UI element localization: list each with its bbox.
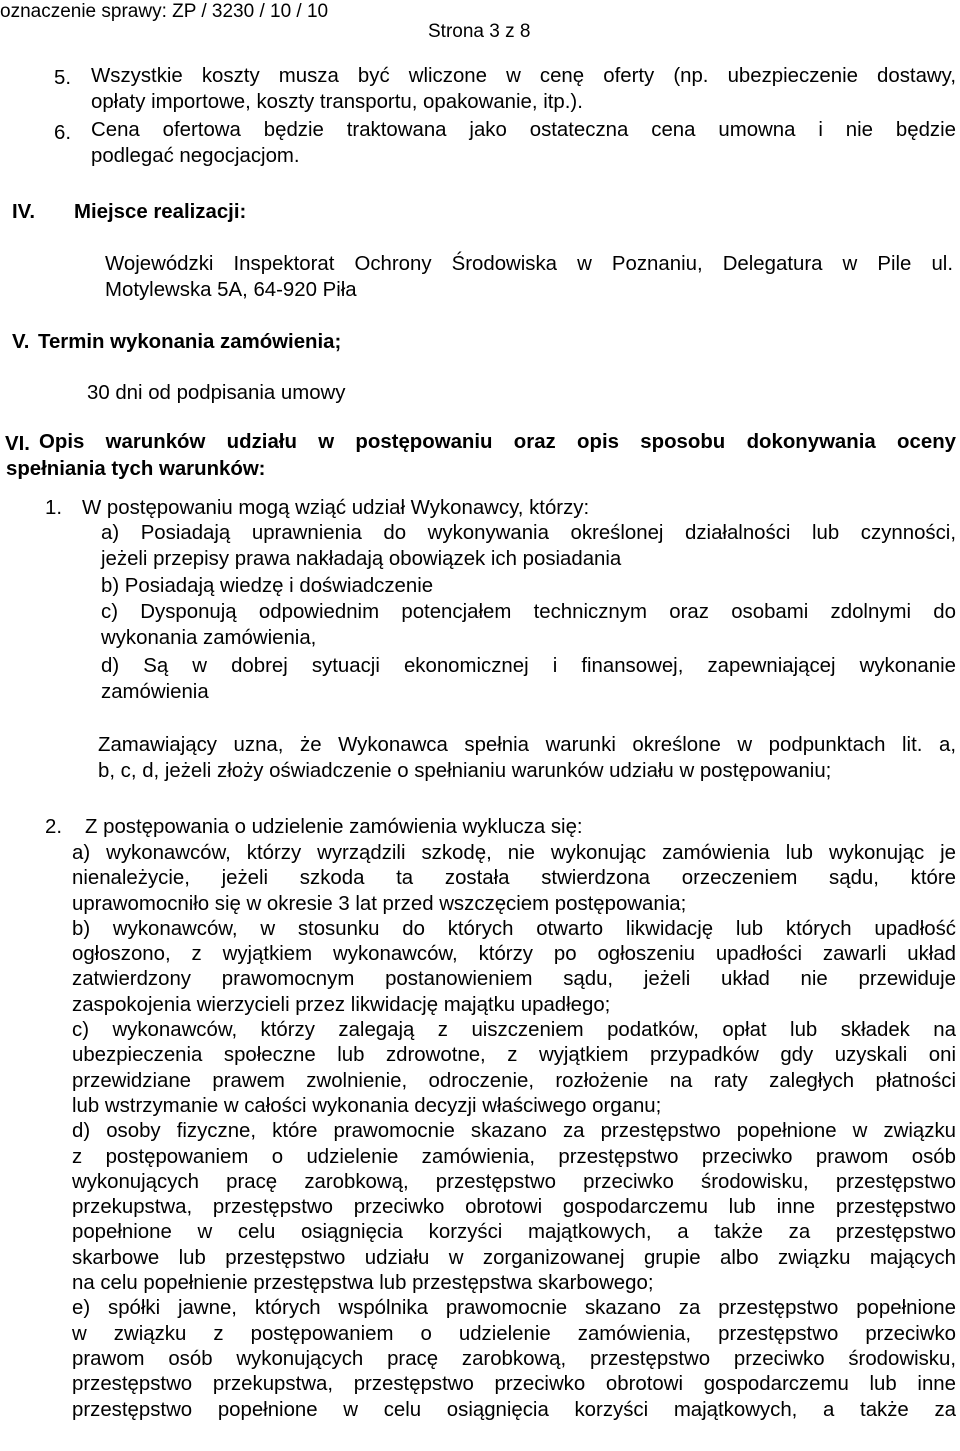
list-item-line: opłaty importowe, koszty transportu, opakowanie, itp.). <box>91 90 583 113</box>
text-line: jeżeli przepisy prawa nakładają obowiązek ich posiadania <box>101 547 622 570</box>
list-item-5 <box>91 64 956 115</box>
text-line: Zamawiający uzna, że Wykonawca spełnia warunki określone w podpunktach lit. a, <box>98 734 956 756</box>
exclusion-line: d) osoby fizyczne, które prawomocnie skazano za przestępstwo popełnione w związku <box>72 1120 956 1143</box>
text-line: a) Posiadają uprawnienia do wykonywania określonej działalności lub czynności, <box>101 522 956 544</box>
section-body: 30 dni od podpisania umowy <box>87 382 346 404</box>
exclusion-line: b) wykonawców, w stosunku do których otwarto likwidację lub których upadłość <box>72 917 956 940</box>
exclusion-line: przestępstwo popełnione w celu osiągnięcia korzyści majątkowych, a także za <box>72 1398 956 1421</box>
exclusion-list <box>72 841 956 1423</box>
exclusion-line: zaspokojenia wierzycieli przez likwidację majątku upadłego; <box>72 993 611 1016</box>
exclusion-line: lub wstrzymanie w całości wykonania decyzji właściwego organu; <box>72 1094 662 1117</box>
exclusion-line: ogłoszono, z wyjątkiem wykonawców, którzy po ogłoszeniu upadłości zawarli układ <box>72 943 956 966</box>
paragraph-number: 1. <box>45 497 63 519</box>
exclusion-line: prawom osób wykonujących pracę zarobkową, przestępstwo przeciwko środowisku, <box>72 1347 956 1370</box>
list-item-line: Cena ofertowa będzie traktowana jako ostateczna cena umowna i nie będzie <box>91 119 956 141</box>
conditions-summary <box>98 733 956 784</box>
text-line: c) Dysponują odpowiednim potencjałem technicznym oraz osobami zdolnymi do <box>101 601 956 623</box>
condition-b: b) Posiadają wiedzę i doświadczenie <box>101 575 434 597</box>
heading-line: Opis warunków udziału w postępowaniu oraz opis sposobu dokonywania oceny <box>39 431 956 453</box>
list-item-line: podlegać negocjacjom. <box>91 144 300 167</box>
case-reference: oznaczenie sprawy: ZP / 3230 / 10 / 10 <box>0 1 329 22</box>
condition-d <box>101 654 956 705</box>
exclusion-line: z postępowaniem o udzielenie zamówienia, przestępstwo przeciwko prawom osób <box>72 1145 956 1168</box>
page-number: Strona 3 z 8 <box>428 21 531 42</box>
exclusion-line: e) spółki jawne, których wspólnika prawomocnie skazano za przestępstwo popełnione <box>72 1297 956 1320</box>
section-number: VI. <box>5 433 30 455</box>
section-body <box>105 252 953 303</box>
condition-a <box>101 521 956 572</box>
exclusion-line: w związku z postępowaniem o udzielenie zamówienia, przestępstwo przeciwko <box>72 1322 956 1345</box>
paragraph-number: 2. <box>45 816 63 838</box>
section-heading: Miejsce realizacji: <box>74 201 247 223</box>
exclusion-line: skarbowe lub przestępstwo udziału w zorganizowanej grupie albo związku mających <box>72 1246 956 1269</box>
text-line: Wojewódzki Inspektorat Ochrony Środowiska w Poznaniu, Delegatura w Pile ul. <box>105 253 953 275</box>
paragraph-intro: Z postępowania o udzielenie zamówienia wyklucza się: <box>85 816 583 838</box>
exclusion-line: przestępstwo przekupstwa, przestępstwo przeciwko obrotowi gospodarczemu lub inne <box>72 1373 956 1396</box>
condition-c <box>101 600 956 651</box>
list-item-line: Wszystkie koszty musza być wliczone w cenę oferty (np. ubezpieczenie dostawy, <box>91 65 956 87</box>
exclusion-line: popełnione w celu osiągnięcia korzyści majątkowych, a także za przestępstwo <box>72 1221 956 1244</box>
text-line: d) Są w dobrej sytuacji ekonomicznej i finansowej, zapewniającej wykonanie <box>101 655 956 677</box>
text-line: b, c, d, jeżeli złoży oświadczenie o spełnianiu warunków udziału w postępowaniu; <box>98 759 832 782</box>
exclusion-line: ubezpieczenia społeczne lub zdrowotne, z wyjątkiem przypadków gdy uzyskali oni <box>72 1044 956 1067</box>
list-item-number: 5. <box>54 67 72 89</box>
paragraph-intro: W postępowaniu mogą wziąć udział Wykonawcy, którzy: <box>82 497 590 519</box>
exclusion-line: przewidziane prawem zwolnienie, odroczenie, rozłożenie na raty zaległych płatności <box>72 1069 956 1092</box>
section-heading <box>39 430 956 456</box>
exclusion-line: a) wykonawców, którzy wyrządzili szkodę, nie wykonując zamówienia lub wykonując je <box>72 842 956 864</box>
exclusion-line: na celu popełnienie przestępstwa lub przestępstwa skarbowego; <box>72 1272 654 1295</box>
text-line: zamówienia <box>101 680 209 703</box>
list-item-number: 6. <box>54 122 72 144</box>
exclusion-line: c) wykonawców, którzy zalegają z uiszczeniem podatków, opłat lub składek na <box>72 1019 956 1042</box>
exclusion-line: wykonujących pracę zarobkową, przestępstwo przeciwko środowisku, przestępstwo <box>72 1170 956 1193</box>
text-line: wykonania zamówienia, <box>101 626 317 649</box>
heading-line: spełniania tych warunków: <box>6 458 266 480</box>
exclusion-line: przekupstwa, przestępstwo przeciwko obrotowi gospodarczemu lub inne przestępstwo <box>72 1196 956 1219</box>
section-heading: Termin wykonania zamówienia; <box>38 331 342 353</box>
exclusion-line: nienależycie, jeżeli szkoda ta została stwierdzona orzeczeniem sądu, które <box>72 867 956 890</box>
exclusion-line: uprawomocniło się w okresie 3 lat przed wszczęciem postępowania; <box>72 892 687 915</box>
exclusion-line: zatwierdzony prawomocnym postanowieniem sądu, jeżeli układ nie przewiduje <box>72 968 956 991</box>
text-line: Motylewska 5A, 64-920 Piła <box>105 278 357 301</box>
section-number: V. <box>12 331 30 353</box>
section-number: IV. <box>12 201 36 223</box>
list-item-6 <box>91 118 956 169</box>
